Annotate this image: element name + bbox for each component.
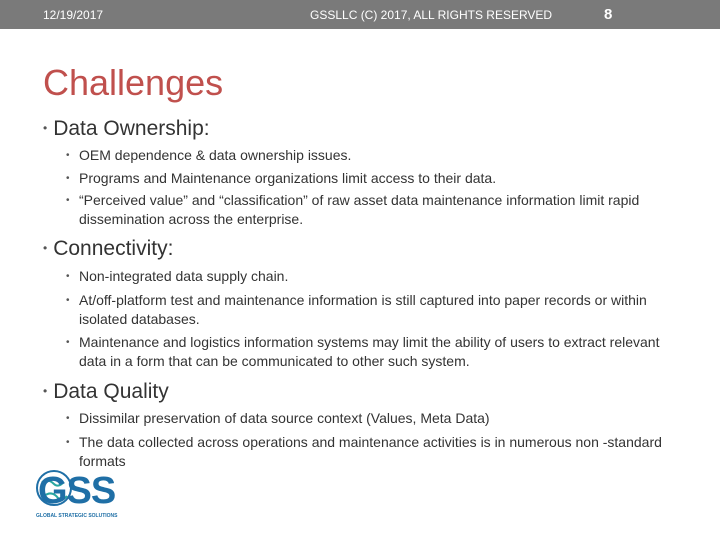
list-item: • The data collected across operations and maintenance activities is in numerous non -standard formats	[66, 434, 662, 469]
bullet-icon: •	[66, 437, 70, 448]
bullet-icon: •	[43, 384, 48, 398]
list-item: • At/off-platform test and maintenance information is still captured into paper records or within isolated databases.	[66, 292, 647, 327]
bullet-icon: •	[66, 173, 70, 184]
section-heading-data-ownership: • Data Ownership:	[43, 117, 210, 140]
list-item: • OEM dependence & data ownership issues.	[66, 147, 352, 163]
logo-tagline: GLOBAL STRATEGIC SOLUTIONS	[36, 513, 118, 519]
bullet-icon: •	[66, 413, 70, 424]
list-item: • Maintenance and logistics information systems may limit the ability of users to extract relevant data in a form that can be communicated to other such system.	[66, 334, 660, 369]
copyright-text: GSSLLC (C) 2017, ALL RIGHTS RESERVED	[310, 8, 553, 22]
logo-wordmark: GSS	[38, 470, 116, 512]
header-bar	[0, 0, 720, 29]
page-number: 8	[604, 6, 613, 23]
list-item: • Programs and Maintenance organizations limit access to their data.	[66, 170, 497, 186]
bullet-icon: •	[43, 241, 48, 255]
bullet-icon: •	[66, 337, 70, 348]
slide-date: 12/19/2017	[43, 8, 104, 22]
gss-logo	[34, 468, 142, 520]
bullet-icon: •	[66, 150, 70, 161]
bullet-icon: •	[43, 121, 48, 135]
section-heading-connectivity: • Connectivity:	[43, 237, 174, 260]
bullet-icon: •	[66, 295, 70, 306]
list-item: • Dissimilar preservation of data source context (Values, Meta Data)	[66, 410, 490, 426]
bullet-icon: •	[66, 195, 70, 206]
list-item: • “Perceived value” and “classification” of raw asset data maintenance information limit rapid dissemination across the enterprise.	[66, 192, 640, 227]
bullet-icon: •	[66, 271, 70, 282]
section-heading-data-quality: • Data Quality	[43, 380, 169, 403]
list-item: • Non-integrated data supply chain.	[66, 268, 289, 284]
slide-title: Challenges	[43, 62, 224, 103]
